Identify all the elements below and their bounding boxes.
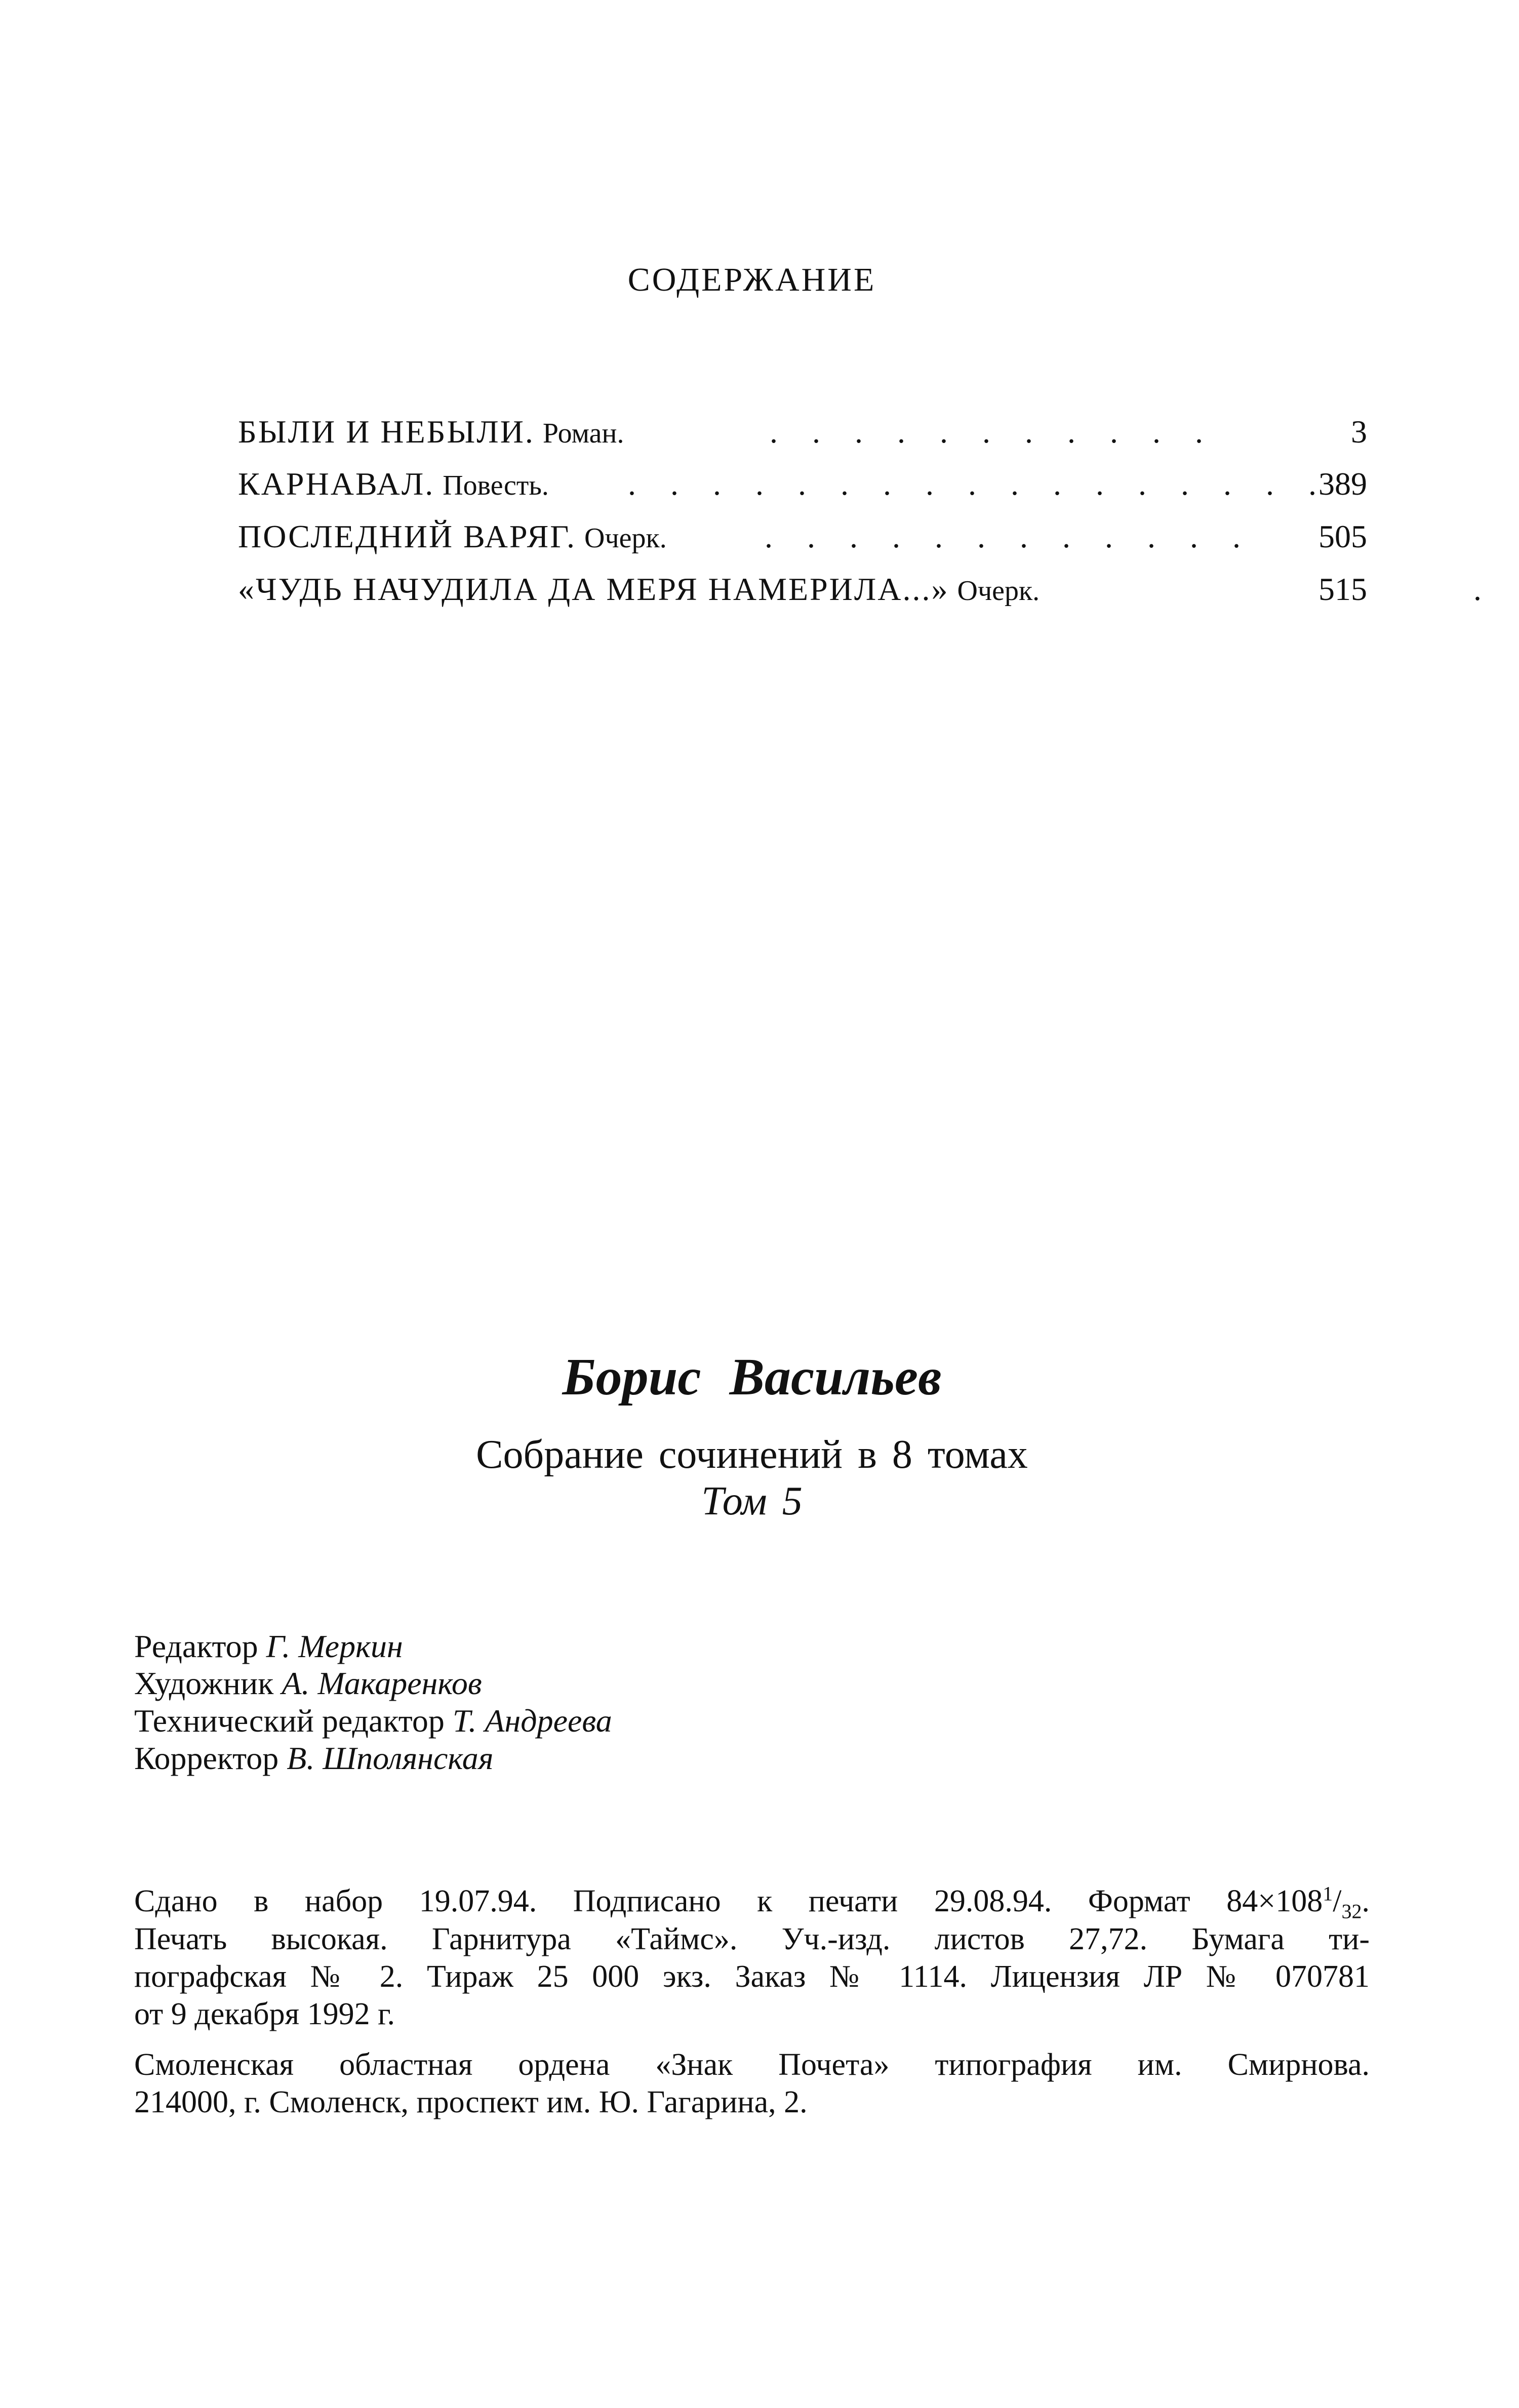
toc-entry-title: БЫЛИ И НЕБЫЛИ. [238,414,535,450]
toc-entry-genre: Очерк. [584,523,667,554]
toc-title: СОДЕРЖАНИЕ [627,261,876,298]
credit-person: А. Макаренков [282,1665,482,1701]
toc-leader-dots: . . . . . . . . . . . . [765,518,1254,554]
imprint-line: пографская № 2. Тираж 25 000 экз. Заказ № 1114. Лицензия ЛР № 070781 [134,1959,1370,1994]
toc-entry-genre: Очерк. [957,575,1040,607]
author-name: Борис Васильев [562,1348,942,1406]
collection-title: Собрание сочинений в 8 томах [476,1432,1028,1477]
toc-entry-page: 505 [1318,518,1367,554]
toc-entry-genre: Роман. [542,418,624,449]
credit-line [134,1740,493,1777]
toc-entry [238,507,1367,553]
printer-line: Смоленская областная ордена «Знак Почета» типография им. Смирнова. [134,2048,1370,2082]
credit-person: В. Шполянская [287,1740,494,1776]
credit-role: Редактор [134,1628,258,1664]
toc-entry-page: 515 [1318,571,1367,607]
imprint-line: Сдано в набор 19.07.94. Подписано к печати 29.08.94. Формат $84\times 108^1/_{32}$. [134,1882,1370,1923]
credit-line [134,1628,403,1665]
toc-entry [238,403,1367,448]
credit-role: Корректор [134,1740,279,1776]
toc-entry-title: КАРНАВАЛ. [238,466,435,502]
credit-line [134,1702,612,1740]
toc-leader-dots: . . . . . . . . . . . . . . . . . [628,466,1330,502]
toc-entry-page: 389 [1318,466,1367,502]
volume-number: Том 5 [701,1479,803,1523]
toc-leader-dots: . . . . . . . . . . . [770,414,1216,450]
toc-entry [238,560,1495,607]
toc-entry-page: 3 [1351,414,1367,450]
imprint-line: от 9 декабря 1992 г. [134,1997,395,2031]
credit-person: Г. Меркин [266,1628,403,1664]
toc-leader-dots: . [1473,571,1495,607]
credit-person: Т. Андреева [452,1703,612,1739]
credit-line [134,1665,482,1702]
toc-entry-title: ПОСЛЕДНИЙ ВАРЯГ. [238,518,577,554]
toc-entry-genre: Повесть. [443,470,549,501]
credit-role: Художник [134,1665,274,1701]
toc-entry [238,455,1367,500]
credit-role: Технический редактор [134,1703,445,1739]
format-fraction-numerator: 1 [1323,1882,1333,1905]
printer-line: 214000, г. Смоленск, проспект им. Ю. Гагарина, 2. [134,2085,808,2119]
format-fraction-denominator: 32 [1341,1900,1362,1923]
imprint-line: Печать высокая. Гарнитура «Таймс». Уч.-изд. листов 27,72. Бумага ти- [134,1922,1370,1956]
toc-entry-title: «ЧУДЬ НАЧУДИЛА ДА МЕРЯ НАМЕРИЛА...» [238,571,949,607]
